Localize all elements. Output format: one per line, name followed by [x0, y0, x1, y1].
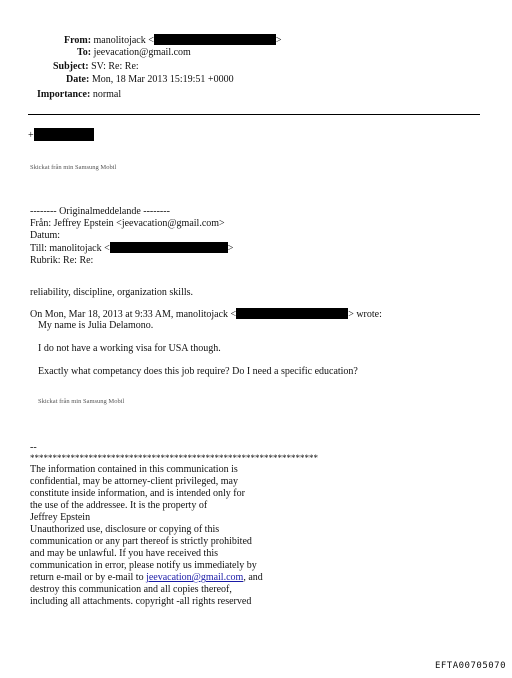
quote-prefix: On Mon, Mar 18, 2013 at 9:33 AM, manolitojack <: [30, 309, 237, 320]
original-date: Datum:: [30, 230, 60, 241]
importance-label: Importance:: [37, 89, 91, 100]
disclaimer-email-prefix: return e-mail or by e-mail to: [30, 572, 147, 583]
original-separator: -------- Originalmeddelande --------: [30, 206, 170, 217]
reply-signature: Skickat från min Samsung Mobil: [30, 164, 117, 171]
disclaimer-line: Jeffrey Epstein: [30, 512, 91, 523]
quote-suffix: > wrote:: [348, 309, 382, 320]
original-from: Från: Jeffrey Epstein <jeevacation@gmail.com>: [30, 218, 225, 229]
redaction-box: [110, 242, 228, 253]
disclaimer-line: destroy this communication and all copies thereof,: [30, 584, 232, 595]
quoted-line-1: My name is Julia Delamono.: [38, 320, 154, 331]
disclaimer-line: the use of the addressee. It is the property of: [30, 500, 208, 511]
header-divider: [28, 114, 480, 115]
date-label: Date:: [66, 74, 90, 85]
original-message-header: [30, 206, 233, 267]
quoted-signature: Skickat från min Samsung Mobil: [38, 398, 125, 405]
disclaimer-line: confidential, may be attorney-client privileged, may: [30, 476, 238, 487]
disclaimer-line: communication or any part thereof is strictly prohibited: [30, 536, 252, 547]
original-subject: Rubrik: Re: Re:: [30, 255, 94, 266]
disclaimer-line: The information contained in this communication is: [30, 464, 238, 475]
disclaimer-line: communication in error, please notify us immediately by: [30, 560, 257, 571]
date-value: Mon, 18 Mar 2013 15:19:51 +0000: [91, 74, 234, 85]
reply-plus: +: [28, 130, 34, 141]
subject-label: Subject:: [53, 61, 89, 72]
disclaimer-line: including all attachments. copyright -all rights reserved: [30, 596, 252, 607]
subject-value: SV: Re: Re:: [91, 61, 139, 72]
quoted-line-2: I do not have a working visa for USA though.: [38, 343, 221, 354]
to-value: jeevacation@gmail.com: [93, 47, 191, 58]
skills-line: reliability, discipline, organization skills.: [30, 287, 194, 298]
disclaimer-body: [30, 464, 263, 608]
disclaimer-line: constitute inside information, and is intended only for: [30, 488, 245, 499]
header-subject-row: [53, 61, 139, 73]
disclaimer-stars: ****************************************************************: [30, 453, 318, 463]
header-importance-row: [37, 89, 121, 101]
from-label: From:: [64, 35, 92, 46]
header-to-row: [77, 47, 191, 59]
quoted-line-3: Exactly what competancy does this job require? Do I need a specific education?: [38, 366, 358, 377]
disclaimer-dashes: --: [30, 442, 37, 453]
from-close: >: [275, 35, 282, 46]
disclaimer-line: Unauthorized use, disclosure or copying of this: [30, 524, 220, 535]
original-to-suffix: >: [227, 243, 234, 254]
header-date-row: [66, 74, 234, 86]
redaction-box: [34, 128, 94, 141]
from-value: manolitojack <: [93, 35, 154, 46]
to-label: To:: [77, 47, 92, 58]
header-from-row: [64, 34, 282, 47]
importance-value: normal: [92, 89, 122, 100]
email-link[interactable]: jeevacation@gmail.com: [146, 572, 244, 583]
disclaimer-email-line: [30, 572, 263, 584]
document-id: EFTA00705070: [434, 661, 506, 671]
reply-line: [28, 128, 94, 142]
disclaimer-email-suffix: , and: [243, 572, 263, 583]
redaction-box: [154, 34, 276, 45]
original-to-prefix: Till: manolitojack <: [30, 243, 110, 254]
original-to: [30, 242, 233, 255]
redaction-box: [236, 308, 348, 319]
disclaimer-line: and may be unlawful. If you have received this: [30, 548, 218, 559]
